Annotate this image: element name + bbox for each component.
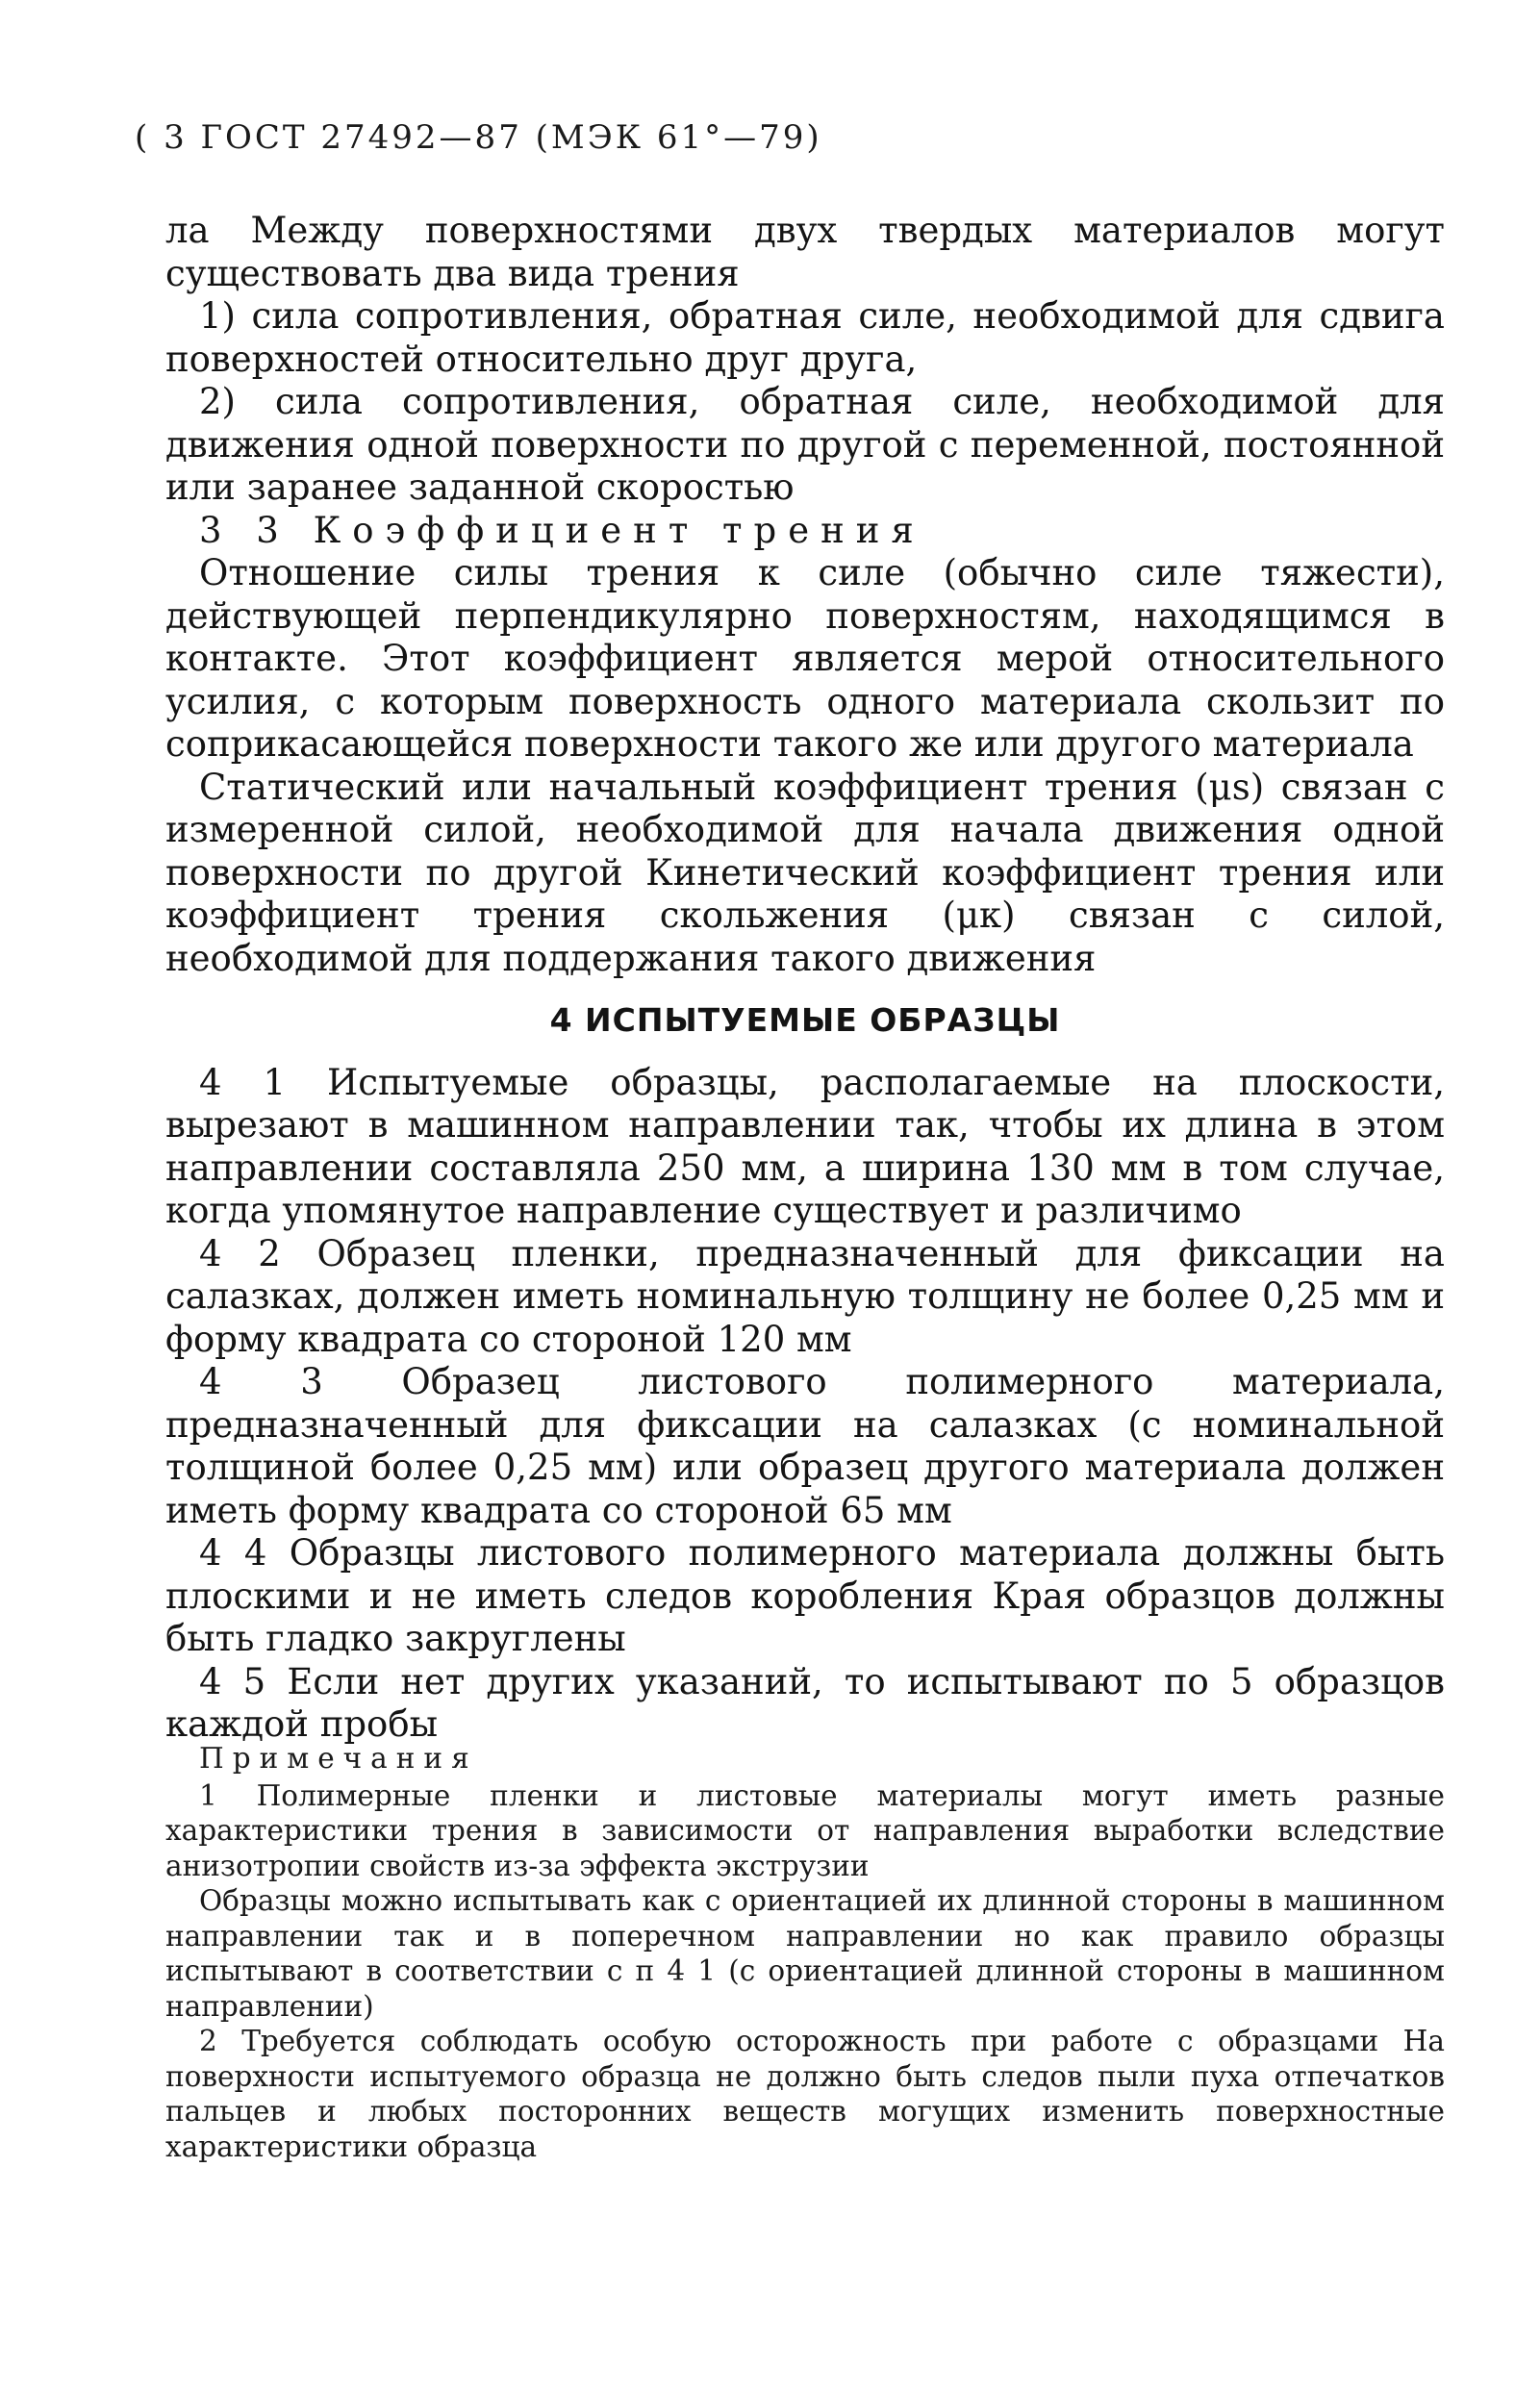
notes-block	[165, 1741, 1445, 2164]
paragraph-item-1: 1) сила сопротивления, обратная силе, необходимой для сдвига поверхностей относительно друг друга,	[165, 295, 1445, 380]
clause-4-2: 4 2 Образец пленки, предназначенный для фиксации на салазках, должен иметь номинальную толщину не более 0,25 мм и форму квадрата со стороной 120 мм	[165, 1232, 1445, 1360]
clause-4-5: 4 5 Если нет других указаний, то испытывают по 5 образцов каждой пробы	[165, 1660, 1445, 1745]
clause-4-4: 4 4 Образцы листового полимерного материала должны быть плоскими и не иметь следов коробления Края образцов должны быть гладко закруглены	[165, 1532, 1445, 1659]
term-heading-coefficient: 3 3 Коэффициент трения	[199, 509, 925, 551]
note-1-continued: Образцы можно испытывать как с ориентацией их длинной стороны в машинном направлении так и в поперечном направлении но как правило образцы испытывают в соответствии с п 4 1 (с ориентацией длинной стороны в машинном направлении)	[165, 1884, 1445, 2023]
clause-4-3: 4 3 Образец листового полимерного материала, предназначенный для фиксации на салазках (с номинальной толщиной более 0,25 мм) или образец другого материала должен иметь форму квадрата со стороной 65 мм	[165, 1361, 1445, 1531]
paragraph-coefficient-definition: Отношение силы трения к силе (обычно силе тяжести), действующей перпендикулярно поверхностям, находящимся в контакте. Этот коэффициент является мерой относительного усилия, с которым поверхность одного материала скользит по соприкасающейся поверхности такого же или другого материала	[165, 552, 1445, 765]
paragraph-friction-types: ла Между поверхностями двух твердых материалов могут существовать два вида трения	[165, 210, 1445, 294]
section-title: 4 ИСПЫТУЕМЫЕ ОБРАЗЦЫ	[549, 1001, 1061, 1039]
paragraph-item-2: 2) сила сопротивления, обратная силе, необходимой для движения одной поверхности по другой с переменной, постоянной или заранее заданной скоростью	[165, 381, 1445, 508]
main-text	[165, 210, 1445, 1747]
notes-title: Примечания	[199, 1742, 478, 1775]
paragraph-static-kinetic: Статический или начальный коэффициент трения (μs) связан с измеренной силой, необходимой для начала движения одной поверхности по другой Кинетический коэффициент трения или коэффициент трения скольжения (μк) связан с силой, необходимой для поддержания такого движения	[165, 766, 1445, 979]
note-2: 2 Требуется соблюдать особую осторожность при работе с образцами На поверхности испытуемого образца не должно быть следов пыли пуха отпечатков пальцев и любых посторонних веществ могущих изменить поверхностные характеристики образца	[165, 2025, 1445, 2163]
running-header: ( 3 ГОСТ 27492—87 (МЭК 61°—79)	[135, 118, 822, 157]
clause-4-1: 4 1 Испытуемые образцы, располагаемые на плоскости, вырезают в машинном направлении так, чтобы их длина в этом направлении составляла 250 мм, а ширина 130 мм в том случае, когда упомянутое направление существует и различимо	[165, 1061, 1445, 1231]
note-1: 1 Полимерные пленки и листовые материалы могут иметь разные характеристики трения в зависимости от направления выработки вследствие анизотропии свойств из-за эффекта экструзии	[165, 1778, 1445, 1882]
